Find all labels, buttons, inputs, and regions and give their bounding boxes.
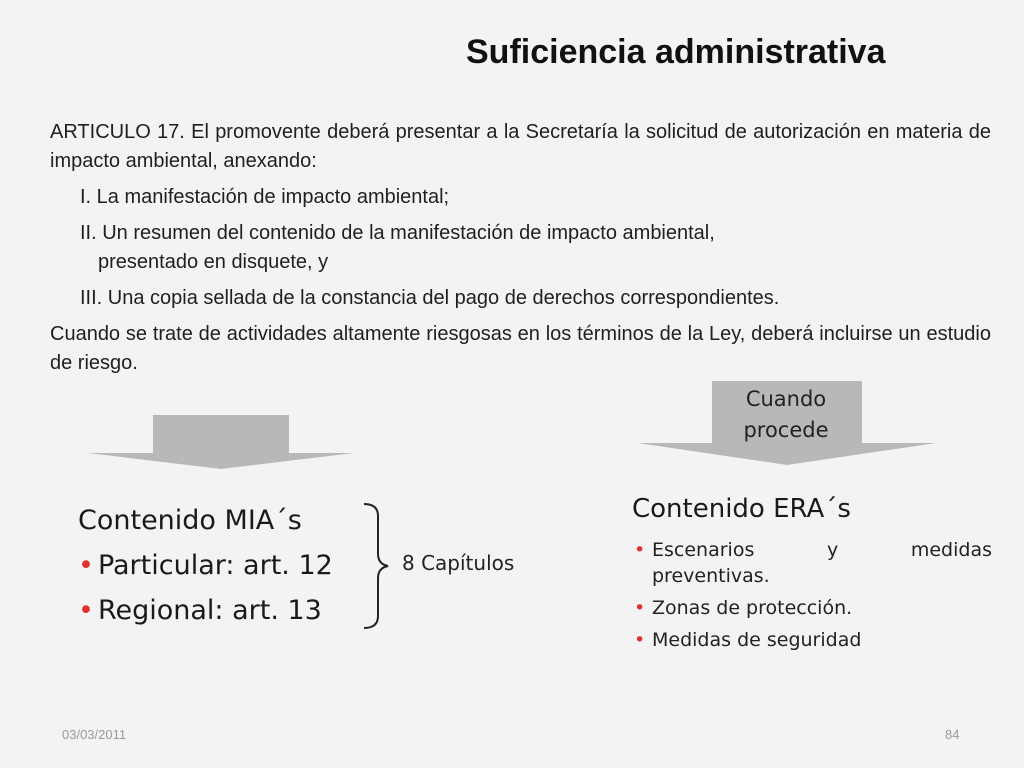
article-item-2 bbox=[50, 219, 991, 277]
article-item-2-line-2: presentado en disquete, y bbox=[98, 251, 329, 273]
era-item-zonas: • Zonas de protección. bbox=[632, 595, 992, 621]
capitulos-label: 8 Capítulos bbox=[402, 551, 515, 575]
article-item-2-line-1: II. Un resumen del contenido de la manifestación de impacto ambiental, bbox=[80, 222, 715, 244]
footer-date: 03/03/2011 bbox=[62, 727, 127, 742]
right-brace-icon bbox=[360, 502, 400, 632]
cuando-procede-label bbox=[712, 384, 860, 446]
article-closing: Cuando se trate de actividades altamente riesgosas en los términos de la Ley, deberá incluirse un estudio de riesgo. bbox=[50, 323, 991, 374]
era-item-medidas: • Medidas de seguridad bbox=[632, 627, 992, 653]
mia-arrow-shape bbox=[86, 415, 356, 470]
article-item-3: III. Una copia sellada de la constancia del pago de derechos correspondientes. bbox=[80, 287, 780, 309]
cuando-line-1: Cuando bbox=[745, 387, 827, 411]
era-item-escenarios: • Escenarios y medidas preventivas. bbox=[632, 537, 992, 589]
mia-item-particular: • Particular: art. 12 bbox=[78, 543, 333, 588]
mia-heading: Contenido MIA´s bbox=[78, 505, 302, 536]
era-list bbox=[632, 537, 992, 659]
article-intro: ARTICULO 17. El promovente deberá presentar a la Secretaría la solicitud de autorización en materia de impacto ambiental, anexando: bbox=[50, 121, 991, 172]
footer-page-number: 84 bbox=[945, 727, 960, 742]
slide-title: Suficiencia administrativa bbox=[466, 33, 886, 71]
article-text bbox=[50, 118, 991, 378]
article-item-1: I. La manifestación de impacto ambiental; bbox=[80, 186, 450, 208]
era-heading: Contenido ERA´s bbox=[632, 494, 851, 524]
mia-item-regional: • Regional: art. 13 bbox=[78, 588, 333, 633]
mia-content bbox=[78, 498, 333, 633]
cuando-line-2: procede bbox=[743, 418, 829, 442]
